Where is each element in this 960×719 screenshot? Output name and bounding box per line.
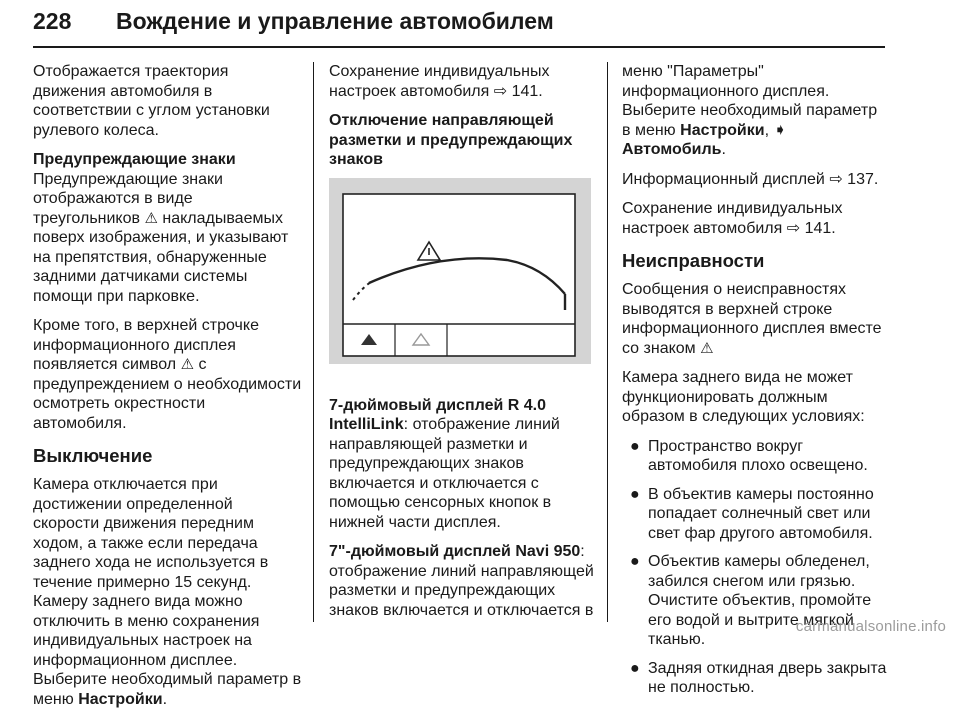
reference-arrow-icon: ⇨	[493, 82, 508, 100]
list-item	[622, 437, 890, 476]
text: Объектив камеры обледенел, забился снегом или грязью. Очистите объектив, промойте его водой и вытрите мягкой тканью.	[648, 553, 872, 648]
rear-camera-screen-illustration	[329, 178, 591, 364]
page-reference: 141.	[804, 219, 836, 237]
text: Информационный дисплей	[622, 170, 825, 188]
page-number: 228	[33, 8, 72, 34]
paragraph-warning-signs	[33, 170, 303, 307]
menu-arrow-icon: ➧	[773, 121, 787, 139]
heading-disable-guidelines: Отключение направляющей разметки и предупреждающих знаков	[329, 112, 573, 168]
menu-vehicle: Автомобиль	[622, 141, 722, 158]
caption-navi-950	[329, 542, 601, 620]
bullet-icon: ●	[630, 485, 640, 503]
menu-settings: Настройки	[680, 121, 765, 139]
page-reference: 141.	[511, 82, 543, 100]
paragraph-save-settings-ref	[622, 199, 890, 238]
paragraph-switch-off	[33, 475, 303, 709]
column-divider-1	[313, 62, 314, 622]
text: : отображение линий направляющей разметки и предупреждающих знаков включается и отключается в	[329, 543, 594, 619]
text: .	[721, 141, 726, 158]
paragraph-trajectory: Отображается траектория движения автомобиля в соответствии с углом установки рулевого колеса.	[33, 63, 270, 139]
text: Сохранение индивидуальных настроек автомобиля	[622, 200, 843, 237]
page-header	[33, 2, 923, 47]
text: Задняя откидная дверь закрыта не полностью.	[648, 659, 887, 696]
display-frame	[343, 194, 575, 356]
text: Пространство вокруг автомобиля плохо освещено.	[648, 437, 868, 474]
text: Сохранение индивидуальных настроек автомобиля	[329, 63, 550, 100]
bullet-icon: ●	[630, 437, 640, 455]
text: ,	[764, 121, 774, 139]
text: Предупреждающие знаки отображаются в виде треугольников	[33, 170, 223, 227]
paragraph-fault-messages	[622, 280, 890, 358]
text: Кроме того, в верхней строчке информационного дисплея появляется символ	[33, 317, 259, 373]
warning-triangle-icon: ⚠	[180, 356, 195, 373]
caption-r40-intellilink	[329, 396, 601, 533]
header-rule	[33, 46, 885, 48]
text: накладываемых поверх изображения, и указывают на препятствия, обнаруженные задними датчиками системы помощи при парковке.	[33, 209, 289, 305]
bullet-icon: ●	[630, 553, 640, 570]
warning-triangle-icon: ⚠	[144, 209, 158, 227]
text: Сообщения о неисправностях выводятся в верхней строке информационного дисплея вместе со знаком	[622, 281, 882, 357]
reference-arrow-icon: ⇨	[829, 170, 843, 188]
display-name: 7-дюймовый дисплей R 4.0 IntelliLink	[329, 396, 546, 433]
reference-arrow-icon: ⇨	[786, 219, 801, 237]
heading-warning-signs: Предупреждающие знаки	[33, 151, 236, 168]
paragraph-info-symbol	[33, 316, 303, 433]
heading-switch-off: Выключение	[33, 445, 153, 466]
heading-faults: Неисправности	[622, 250, 765, 271]
column-2	[329, 62, 601, 630]
paragraph-menu-path	[622, 62, 890, 160]
watermark: carmanualsonline.info	[795, 618, 946, 635]
conditions-list	[622, 437, 890, 698]
display-name: 7"-дюймовый дисплей Navi 950	[329, 543, 581, 560]
bullet-icon: ●	[630, 659, 640, 677]
warning-triangle-icon: ⚠	[700, 339, 714, 357]
paragraph-conditions: Камера заднего вида не может функционировать должным образом в следующих условиях:	[622, 369, 865, 425]
text: меню "Параметры" информационного дисплея. Выберите необходимый параметр в меню	[622, 63, 878, 139]
text: с предупреждением о необходимости осмотреть окрестности автомобиля.	[33, 356, 302, 432]
rear-camera-display-figure	[329, 178, 591, 364]
menu-settings: Настройки	[78, 690, 163, 708]
page-reference: 137.	[847, 170, 879, 188]
paragraph-save-settings	[329, 62, 601, 101]
column-divider-2	[607, 62, 608, 622]
paragraph-info-display-ref	[622, 170, 890, 190]
list-item	[622, 659, 890, 698]
text: Камера отключается при достижении определенной скорости движения передним ходом, а также если передача заднего хода не используется в течение примерно 15 секунд. Камеру заднего вида можно отключить в меню сохранения индивидуальных настроек на информационном дисплее. Выберите необходимый параметр в меню	[33, 476, 302, 708]
text: : отображение линий направляющей разметки и предупреждающих знаков включается и отключается с помощью сенсорных кнопок в нижней части дисплея.	[329, 416, 560, 531]
column-3	[622, 62, 890, 707]
page-title: Вождение и управление автомобилем	[116, 8, 554, 34]
text: В объектив камеры постоянно попадает солнечный свет или свет фар другого автомобиля.	[648, 485, 874, 542]
list-item	[622, 485, 890, 544]
column-1	[33, 62, 303, 719]
text: .	[162, 690, 168, 708]
